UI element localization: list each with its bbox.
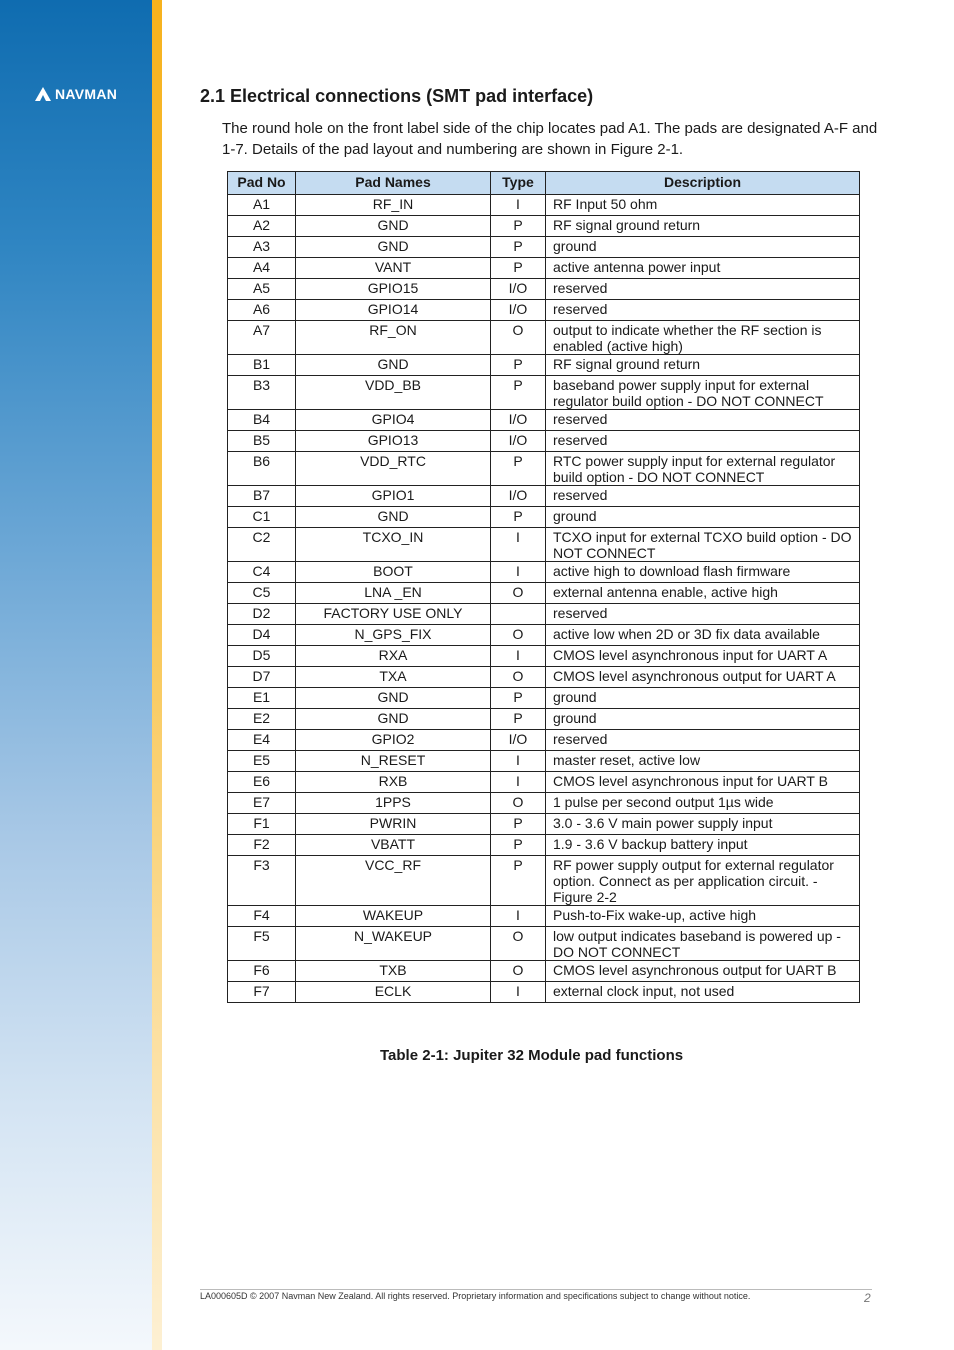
cell-type: P [491, 814, 546, 835]
cell-type: P [491, 688, 546, 709]
cell-pad-no: C1 [228, 507, 296, 528]
cell-description: active high to download flash firmware [546, 562, 860, 583]
cell-pad-no: A7 [228, 321, 296, 355]
navman-logo [34, 86, 117, 102]
cell-pad-no: B1 [228, 355, 296, 376]
table-row [228, 583, 860, 604]
pad-functions-table [227, 171, 860, 1003]
sidebar-accent-stripe [152, 0, 162, 1350]
cell-description: active low when 2D or 3D fix data available [546, 625, 860, 646]
cell-pad-name: BOOT [296, 562, 491, 583]
footer-divider [200, 1289, 872, 1290]
table-row [228, 431, 860, 452]
cell-description: external antenna enable, active high [546, 583, 860, 604]
cell-type: I/O [491, 410, 546, 431]
cell-pad-name: GPIO4 [296, 410, 491, 431]
cell-pad-name: N_WAKEUP [296, 927, 491, 961]
cell-pad-no: B6 [228, 452, 296, 486]
cell-description: reserved [546, 300, 860, 321]
section-heading: 2.1 Electrical connections (SMT pad interface) [200, 86, 594, 106]
cell-type: I [491, 646, 546, 667]
cell-pad-name: N_GPS_FIX [296, 625, 491, 646]
table-row [228, 709, 860, 730]
table-row [228, 688, 860, 709]
cell-description: RTC power supply input for external regulator build option - DO NOT CONNECT [546, 452, 860, 486]
cell-pad-name: RXB [296, 772, 491, 793]
header-type: Type [491, 172, 546, 195]
cell-pad-name: WAKEUP [296, 906, 491, 927]
cell-description: 1.9 - 3.6 V backup battery input [546, 835, 860, 856]
cell-pad-name: VDD_BB [296, 376, 491, 410]
cell-pad-name: GPIO1 [296, 486, 491, 507]
cell-type: P [491, 258, 546, 279]
cell-type: P [491, 507, 546, 528]
cell-description: reserved [546, 279, 860, 300]
cell-type: I [491, 982, 546, 1003]
cell-type: O [491, 321, 546, 355]
cell-pad-no: D7 [228, 667, 296, 688]
table-row [228, 486, 860, 507]
cell-description: CMOS level asynchronous output for UART A [546, 667, 860, 688]
cell-pad-name: RF_ON [296, 321, 491, 355]
cell-pad-name: GND [296, 709, 491, 730]
cell-pad-no: F3 [228, 856, 296, 906]
cell-type: P [491, 216, 546, 237]
table-header-row [228, 172, 860, 195]
table-row [228, 625, 860, 646]
cell-description: reserved [546, 730, 860, 751]
cell-description: Push-to-Fix wake-up, active high [546, 906, 860, 927]
cell-type: I [491, 528, 546, 562]
cell-type: P [491, 835, 546, 856]
cell-pad-name: GPIO2 [296, 730, 491, 751]
cell-description: RF signal ground return [546, 355, 860, 376]
table-row [228, 814, 860, 835]
table-row [228, 906, 860, 927]
table-row [228, 258, 860, 279]
cell-pad-no: A1 [228, 195, 296, 216]
header-pad-names: Pad Names [296, 172, 491, 195]
cell-type: P [491, 237, 546, 258]
cell-pad-no: C5 [228, 583, 296, 604]
table-row [228, 507, 860, 528]
cell-pad-name: VANT [296, 258, 491, 279]
table-row [228, 237, 860, 258]
cell-description: ground [546, 237, 860, 258]
table-row [228, 856, 860, 906]
cell-pad-name: GND [296, 507, 491, 528]
cell-pad-name: FACTORY USE ONLY [296, 604, 491, 625]
cell-pad-name: ECLK [296, 982, 491, 1003]
cell-pad-no: A2 [228, 216, 296, 237]
table-row [228, 772, 860, 793]
cell-type: P [491, 709, 546, 730]
table-row [228, 835, 860, 856]
cell-pad-no: B4 [228, 410, 296, 431]
cell-description: 1 pulse per second output 1µs wide [546, 793, 860, 814]
cell-pad-no: B7 [228, 486, 296, 507]
cell-pad-no: E7 [228, 793, 296, 814]
cell-pad-name: GND [296, 216, 491, 237]
cell-type: P [491, 856, 546, 906]
table-row [228, 216, 860, 237]
table-row [228, 646, 860, 667]
cell-pad-name: VCC_RF [296, 856, 491, 906]
cell-type: I/O [491, 300, 546, 321]
cell-pad-no: E5 [228, 751, 296, 772]
cell-type: O [491, 927, 546, 961]
table-row [228, 667, 860, 688]
cell-type: O [491, 583, 546, 604]
cell-type: I/O [491, 279, 546, 300]
cell-description: CMOS level asynchronous input for UART B [546, 772, 860, 793]
cell-description: TCXO input for external TCXO build option - DO NOT CONNECT [546, 528, 860, 562]
table-row [228, 730, 860, 751]
cell-type: P [491, 376, 546, 410]
cell-description: baseband power supply input for external regulator build option - DO NOT CONNECT [546, 376, 860, 410]
table-row [228, 604, 860, 625]
table-caption: Table 2-1: Jupiter 32 Module pad functions [380, 1047, 684, 1064]
cell-pad-no: C2 [228, 528, 296, 562]
table-row [228, 961, 860, 982]
cell-description: active antenna power input [546, 258, 860, 279]
cell-description: reserved [546, 431, 860, 452]
table-row [228, 410, 860, 431]
cell-type: P [491, 355, 546, 376]
cell-pad-no: A5 [228, 279, 296, 300]
cell-description: CMOS level asynchronous input for UART A [546, 646, 860, 667]
cell-pad-no: F1 [228, 814, 296, 835]
footer-copyright: LA000605D © 2007 Navman New Zealand. All rights reserved. Proprietary information and specifications subject to change without notice. [200, 1291, 751, 1301]
table-row [228, 452, 860, 486]
cell-pad-no: F6 [228, 961, 296, 982]
cell-description: ground [546, 688, 860, 709]
cell-type: I/O [491, 730, 546, 751]
cell-pad-no: E1 [228, 688, 296, 709]
cell-pad-no: D4 [228, 625, 296, 646]
cell-pad-no: F7 [228, 982, 296, 1003]
cell-pad-no: F5 [228, 927, 296, 961]
cell-pad-name: GPIO15 [296, 279, 491, 300]
table-row [228, 793, 860, 814]
table-row [228, 195, 860, 216]
cell-type: I/O [491, 486, 546, 507]
cell-description: reserved [546, 486, 860, 507]
cell-type: I [491, 562, 546, 583]
cell-pad-no: E2 [228, 709, 296, 730]
cell-pad-name: TCXO_IN [296, 528, 491, 562]
cell-description: master reset, active low [546, 751, 860, 772]
cell-pad-no: E6 [228, 772, 296, 793]
cell-type [491, 604, 546, 625]
cell-description: reserved [546, 604, 860, 625]
cell-pad-name: GPIO14 [296, 300, 491, 321]
table-row [228, 376, 860, 410]
cell-description: low output indicates baseband is powered up - DO NOT CONNECT [546, 927, 860, 961]
cell-type: P [491, 452, 546, 486]
header-description: Description [546, 172, 860, 195]
header-pad-no: Pad No [228, 172, 296, 195]
cell-pad-no: D5 [228, 646, 296, 667]
table-row [228, 321, 860, 355]
logo-wordmark: NAVMAN [55, 86, 118, 102]
table-row [228, 982, 860, 1003]
cell-type: I/O [491, 431, 546, 452]
cell-pad-no: C4 [228, 562, 296, 583]
cell-type: O [491, 667, 546, 688]
cell-pad-name: N_RESET [296, 751, 491, 772]
cell-pad-no: A4 [228, 258, 296, 279]
table-row [228, 355, 860, 376]
cell-type: O [491, 793, 546, 814]
cell-description: ground [546, 507, 860, 528]
cell-pad-name: TXB [296, 961, 491, 982]
cell-type: I [491, 751, 546, 772]
cell-type: I [491, 195, 546, 216]
cell-pad-no: B5 [228, 431, 296, 452]
cell-description: RF power supply output for external regulator option. Connect as per application circuit. - Figure 2-2 [546, 856, 860, 906]
cell-pad-name: VDD_RTC [296, 452, 491, 486]
table-row [228, 279, 860, 300]
table-row [228, 300, 860, 321]
cell-description: ground [546, 709, 860, 730]
cell-description: RF Input 50 ohm [546, 195, 860, 216]
cell-description: output to indicate whether the RF section is enabled (active high) [546, 321, 860, 355]
cell-pad-name: RF_IN [296, 195, 491, 216]
cell-pad-no: B3 [228, 376, 296, 410]
cell-description: RF signal ground return [546, 216, 860, 237]
cell-pad-no: A3 [228, 237, 296, 258]
cell-pad-name: 1PPS [296, 793, 491, 814]
cell-pad-name: GND [296, 355, 491, 376]
cell-pad-no: D2 [228, 604, 296, 625]
cell-pad-no: F2 [228, 835, 296, 856]
cell-pad-name: GND [296, 237, 491, 258]
sidebar-band [0, 0, 152, 1350]
navman-mark-icon [34, 86, 52, 102]
cell-pad-name: TXA [296, 667, 491, 688]
cell-type: I [491, 906, 546, 927]
table-row [228, 927, 860, 961]
cell-type: O [491, 961, 546, 982]
cell-description: 3.0 - 3.6 V main power supply input [546, 814, 860, 835]
intro-paragraph: The round hole on the front label side of the chip locates pad A1. The pads are designated A-F and 1-7. Details of the pad layout and numbering are shown in Figure 2-1. [222, 120, 878, 158]
cell-pad-name: PWRIN [296, 814, 491, 835]
cell-pad-name: VBATT [296, 835, 491, 856]
table-row [228, 751, 860, 772]
cell-description: external clock input, not used [546, 982, 860, 1003]
cell-pad-no: F4 [228, 906, 296, 927]
table-row [228, 528, 860, 562]
cell-pad-no: A6 [228, 300, 296, 321]
cell-description: reserved [546, 410, 860, 431]
cell-pad-name: GPIO13 [296, 431, 491, 452]
cell-pad-no: E4 [228, 730, 296, 751]
cell-pad-name: GND [296, 688, 491, 709]
cell-pad-name: RXA [296, 646, 491, 667]
cell-type: I [491, 772, 546, 793]
table-row [228, 562, 860, 583]
cell-type: O [491, 625, 546, 646]
cell-description: CMOS level asynchronous output for UART B [546, 961, 860, 982]
cell-pad-name: LNA _EN [296, 583, 491, 604]
page-number: 2 [864, 1291, 871, 1305]
